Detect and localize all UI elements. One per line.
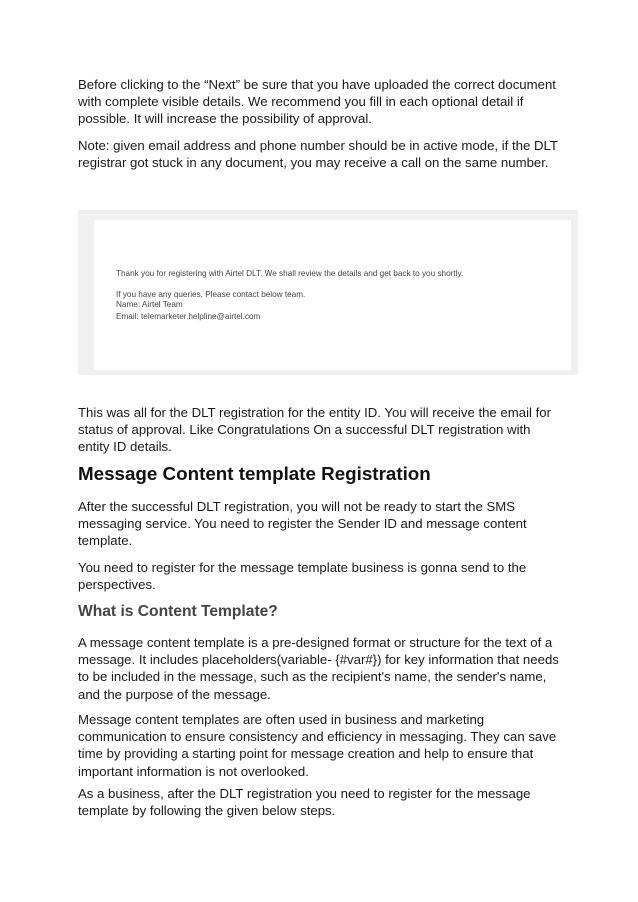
subsection-heading: What is Content Template? bbox=[78, 603, 278, 620]
screenshot-queries-text: If you have any queries, Please contact below team. bbox=[116, 290, 306, 299]
after-registration-paragraph: After the successful DLT registration, you will not be ready to start the SMS messaging service. You need to register the Sender ID and message content template. bbox=[78, 499, 527, 549]
usage-paragraph: Message content templates are often used in business and marketing communication to ensure consistency and efficiency in messaging. They can save time by providing a starting point for message creation and help to ensure that important information is not overlooked. bbox=[78, 712, 557, 779]
register-template-paragraph: You need to register for the message template business is gonna send to the perspectives. bbox=[78, 560, 527, 593]
email-screenshot bbox=[78, 210, 578, 375]
steps-paragraph: As a business, after the DLT registration you need to register for the message template by following the given below steps. bbox=[78, 786, 531, 819]
screenshot-name-text: Name: Airtel Team bbox=[116, 300, 183, 309]
intro-paragraph: Before clicking to the “Next” be sure that you have uploaded the correct document with complete visible details. We recommend you fill in each optional detail if possible. It will increase the possibility of approval. bbox=[78, 77, 556, 127]
screenshot-email-text: Email: telemarketer.helpline@airtel.com bbox=[116, 312, 261, 321]
email-screenshot-body bbox=[94, 220, 571, 370]
note-paragraph: Note: given email address and phone number should be in active mode, if the DLT registrar got stuck in any document, you may receive a call on the same number. bbox=[78, 138, 558, 171]
definition-paragraph: A message content template is a pre-designed format or structure for the text of a message. It includes placeholders(variable- {#var#}) for key information that needs to be included in the message, such as the recipient's name, the sender's name, and the purpose of the message. bbox=[78, 635, 559, 702]
entity-paragraph: This was all for the DLT registration for the entity ID. You will receive the email for status of approval. Like Congratulations On a successful DLT registration with entity ID details. bbox=[78, 405, 552, 455]
section-heading: Message Content template Registration bbox=[78, 463, 431, 484]
screenshot-thanks-text: Thank you for registering with Airtel DLT. We shall review the details and get back to you shortly. bbox=[116, 269, 464, 278]
